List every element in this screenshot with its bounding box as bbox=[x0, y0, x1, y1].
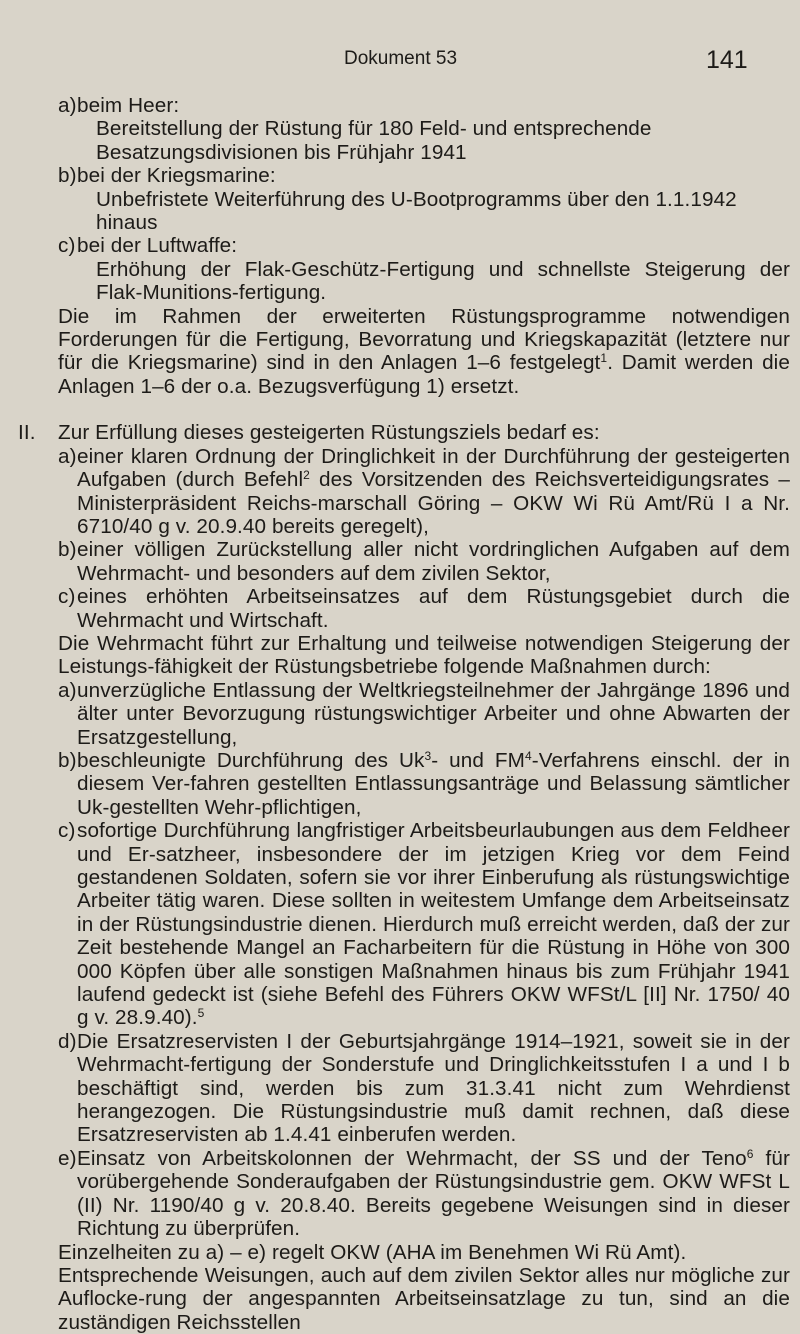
footnote-ref-2: 2 bbox=[303, 468, 310, 483]
section-one bbox=[58, 94, 790, 398]
branch-heading: beim Heer: bbox=[77, 94, 180, 117]
service-branch-list bbox=[58, 94, 790, 305]
item-text: des Vorsitzenden des Reichsverteidigungsrates – Ministerpräsident Reichs-marschall Göring – OKW Wi Rü Amt/Rü I a Nr. 6710/40 g v. 20.9.40 bereits geregelt), bbox=[77, 468, 790, 538]
branch-item-air-force bbox=[58, 234, 790, 304]
branch-heading: bei der Luftwaffe: bbox=[77, 234, 238, 258]
item-text: beschleunigte Durchführung des Uk bbox=[77, 748, 425, 772]
measures-intro: Die Wehrmacht führt zur Erhaltung und teilweise notwendigen Steigerung der Leistungs-fähigkeit der Rüstungsbetriebe folgende Maßnahmen durch: bbox=[58, 631, 790, 679]
running-head bbox=[0, 48, 800, 76]
footnote-ref-1: 1 bbox=[600, 351, 608, 366]
item-marker: b) bbox=[58, 748, 77, 772]
list-item bbox=[58, 1147, 790, 1241]
item-marker: a) bbox=[58, 678, 77, 702]
item-marker: a) bbox=[58, 444, 77, 468]
item-marker: c) bbox=[58, 585, 76, 609]
footnote-ref-6: 6 bbox=[746, 1146, 754, 1161]
final-paragraph: Entsprechende Weisungen, auch auf dem zivilen Sektor alles nur mögliche zur Auflocke-rung der angespannten Arbeitseinsatzlage zu tun, sind an die zuständigen Reichsstellen bbox=[58, 1263, 790, 1334]
requirements-list bbox=[58, 445, 790, 632]
item-text: einer klaren Ordnung der Dringlichkeit in der Durchführung der gesteigerten Aufgaben (durch Befehl bbox=[77, 444, 790, 492]
branch-text: Bereitstellung der Rüstung für 180 Feld- und entsprechende Besatzungsdivisionen bis Frühjahr 1941 bbox=[96, 117, 652, 164]
item-marker: d) bbox=[58, 1029, 77, 1053]
item-text: einer völligen Zurückstellung aller nicht vordringlichen Aufgaben auf dem Wehrmacht- und besonders auf dem zivilen Sektor, bbox=[77, 538, 790, 585]
details-line: Einzelheiten zu a) – e) regelt OKW (AHA im Benehmen Wi Rü Amt). bbox=[58, 1240, 687, 1264]
section-number: II. bbox=[18, 421, 36, 445]
branch-item-army bbox=[58, 94, 790, 164]
branch-heading: bei der Kriegsmarine: bbox=[77, 164, 276, 188]
item-marker: b) bbox=[58, 538, 77, 562]
item-text: Die Ersatzreservisten I der Geburtsjahrgänge 1914–1921, soweit sie in der Wehrmacht-fertigung der Sonderstufe und Dringlichkeitsstufen I a und I b beschäftigt sind, werden bis zum 31.3.41 nicht zum Wehrdienst herangezogen. Die Rüstungsindustrie muß damit rechnen, daß diese Ersatzreservisten ab 1.4.41 einberufen werden. bbox=[77, 1029, 790, 1147]
list-item bbox=[58, 749, 790, 819]
item-marker: e) bbox=[58, 1146, 77, 1170]
measures-list bbox=[58, 679, 790, 1241]
item-text: sofortige Durchführung langfristiger Arbeitsbeurlaubungen aus dem Feldheer und Er-satzheer, insbesondere der im jetzigen Krieg vor dem Feind gestandenen Soldaten, sofern sie vor ihrer Einberufung als rüstungswichtige Arbeiter tätig waren. Diese sollten in weitestem Umfange dem Arbeitseinsatz in der Rüstungsindustrie dienen. Hierdurch muß erreicht werden, daß der zur Zeit bestehende Mangel an Facharbeitern für die Rüstung in Höhe von 300 000 Köpfen über alle sonstigen Maßnahmen hinaus bis zum Frühjahr 1941 laufend gedeckt ist (siehe Befehl des Führers OKW WFSt/L [II] Nr. 1750/ 40 g v. 28.9.40). bbox=[77, 819, 790, 1030]
page-number: 141 bbox=[706, 46, 748, 74]
list-item bbox=[58, 445, 790, 539]
paragraph-text: Die im Rahmen der erweiterten Rüstungsprogramme notwendigen Forderungen für die Fertigung, Bevorratung und Kriegskapazität (letztere nur für die Kriegsmarine) sind in den Anlagen 1–6 festgelegt bbox=[58, 304, 790, 375]
footnote-ref-4: 4 bbox=[524, 748, 532, 763]
list-item bbox=[58, 585, 790, 632]
item-text: -Verfahrens einschl. der in diesem Ver-fahren gestellten Entlassungsanträge und Belassung sämtlicher Uk-gestellten Wehr-pflichtigen, bbox=[77, 748, 790, 819]
section-two bbox=[18, 421, 790, 1334]
item-text: eines erhöhten Arbeitseinsatzes auf dem Rüstungsgebiet durch die Wehrmacht und Wirtschaft. bbox=[77, 585, 790, 632]
item-text: - und FM bbox=[431, 748, 525, 772]
item-text: unverzügliche Entlassung der Weltkriegsteilnehmer der Jahrgänge 1896 und älter unter Bevorzugung rüstungswichtiger Arbeiter und ohne Abwarten der Ersatzgestellung, bbox=[77, 678, 790, 749]
annex-paragraph bbox=[58, 305, 790, 399]
branch-item-navy bbox=[58, 164, 790, 234]
branch-text: Erhöhung der Flak-Geschütz-Fertigung und schnellste Steigerung der Flak-Munitions-fertigung. bbox=[96, 257, 790, 305]
branch-text: Unbefristete Weiterführung des U-Bootprogramms über den 1.1.1942 hinaus bbox=[96, 187, 737, 235]
footnote-ref-3: 3 bbox=[424, 748, 432, 763]
document-body bbox=[18, 94, 790, 1334]
section-intro: Zur Erfüllung dieses gesteigerten Rüstungsziels bedarf es: bbox=[58, 421, 600, 445]
item-text: für vorübergehende Sonderaufgaben der Rüstungsindustrie gem. OKW WFSt L (II) Nr. 1190/40 g v. 20.8.40. Bereits gegebene Weisungen sind in dieser Richtung zu überprüfen. bbox=[77, 1146, 790, 1241]
item-marker: a) bbox=[58, 94, 77, 117]
item-marker: c) bbox=[58, 819, 76, 843]
item-text: Einsatz von Arbeitskolonnen der Wehrmacht, der SS und der Teno bbox=[77, 1146, 747, 1170]
list-item bbox=[58, 819, 790, 1030]
list-item bbox=[58, 1030, 790, 1147]
list-item bbox=[58, 679, 790, 749]
item-marker: b) bbox=[58, 164, 77, 188]
footnote-ref-5: 5 bbox=[197, 1006, 205, 1021]
document-label: Dokument 53 bbox=[344, 48, 458, 69]
list-item bbox=[58, 538, 790, 585]
item-marker: c) bbox=[58, 234, 76, 258]
paragraph-text: . Damit werden die Anlagen 1–6 der o.a. Bezugsverfügung 1) ersetzt. bbox=[58, 351, 790, 398]
